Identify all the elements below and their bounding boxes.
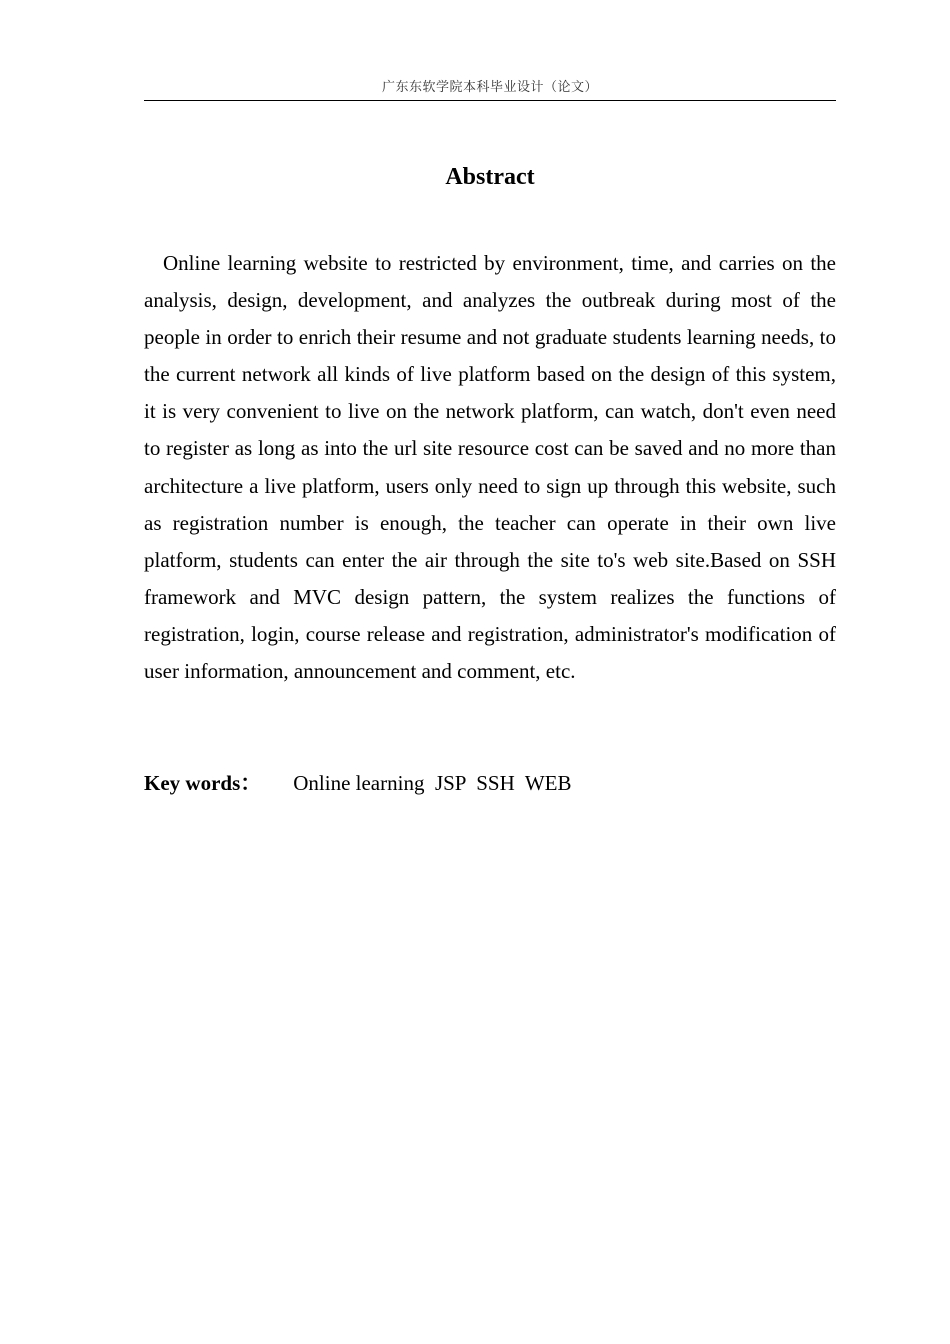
keywords-line bbox=[144, 765, 836, 802]
abstract-title: Abstract bbox=[445, 164, 535, 190]
keywords-values: Online learning JSP SSH WEB bbox=[293, 771, 572, 795]
abstract-paragraph: Online learning website to restricted by environment, time, and carries on the analysis, design, development, and analyzes the outbreak during most of the people in order to enrich their resume and not graduate students learning needs, to the current network all kinds of live platform based on the design of this system, it is very convenient to live on the network platform, can watch, don't even need to register as long as into the url site resource cost can be saved and no more than architecture a live platform, users only need to sign up through this website, such as registration number is enough, the teacher can operate in their own live platform, students can enter the air through the site to's web site.Based on SSH framework and MVC design pattern, the system realizes the functions of registration, login, course release and registration, administrator's modification of user information, announcement and comment, etc. bbox=[144, 251, 836, 684]
page-header: 广东东软学院本科毕业设计（论文） bbox=[381, 80, 598, 95]
header-divider bbox=[144, 100, 836, 101]
keywords-label: Key words： bbox=[144, 771, 262, 795]
